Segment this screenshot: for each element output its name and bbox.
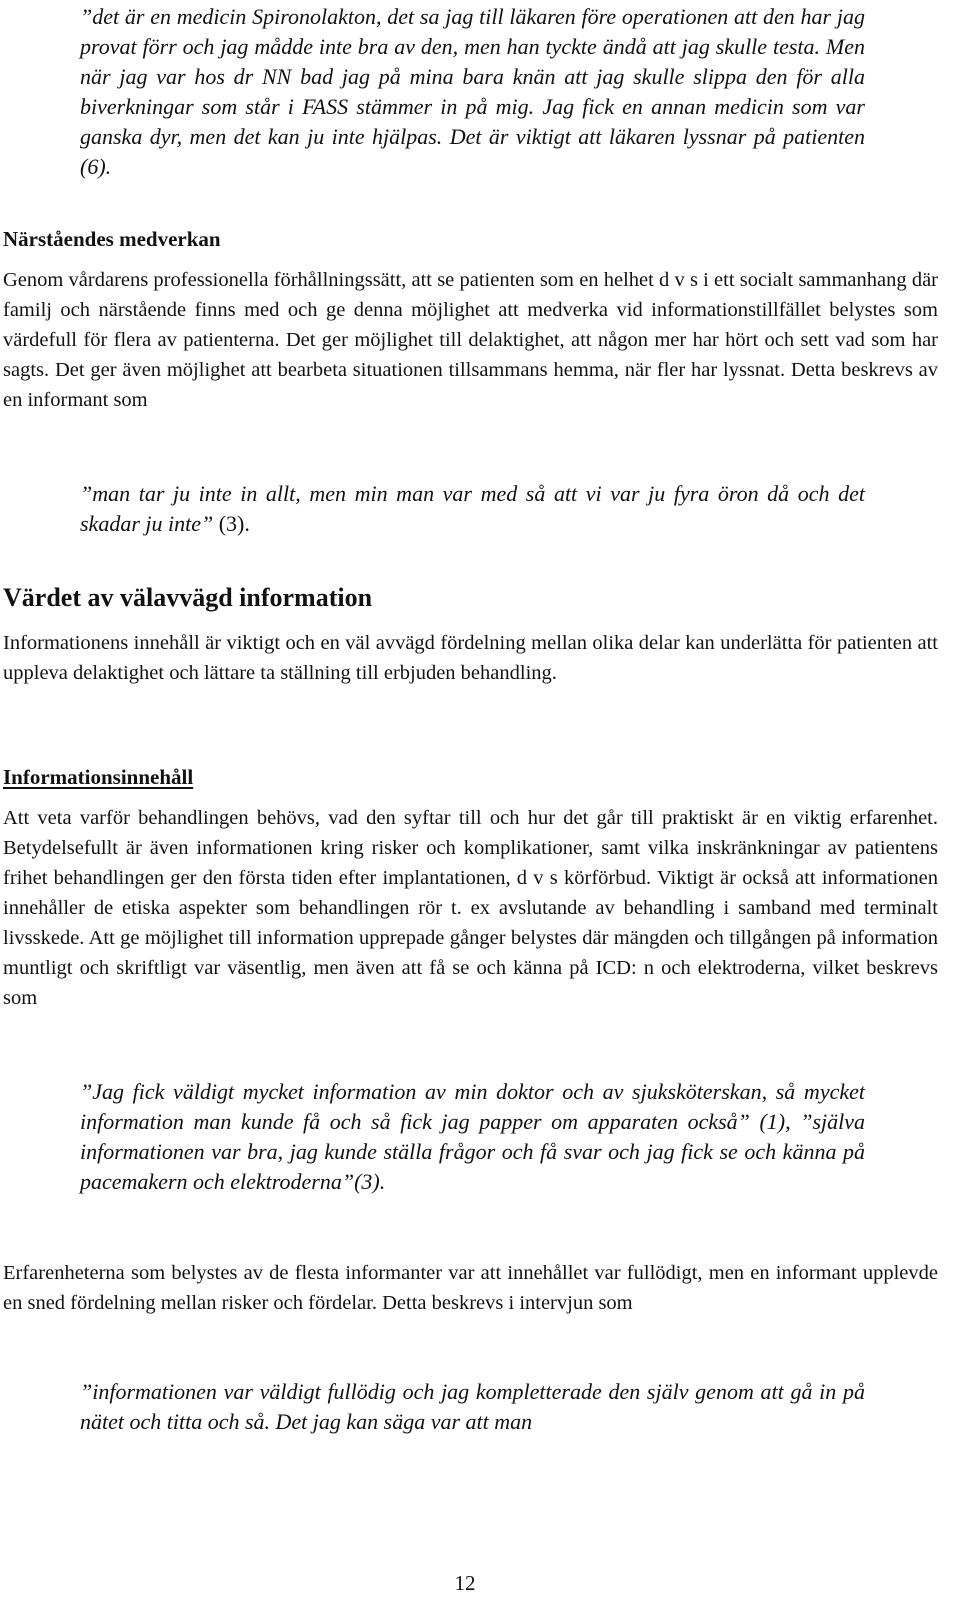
quote-fyra-oron [80, 479, 865, 539]
quote-spironolakton: ”det är en medicin Spironolakton, det sa jag till läkaren före operationen att den har jag provat förr och jag mådde inte bra av den, men han tyckte ändå att jag skulle testa. Men när jag var hos dr NN bad jag på mina bara knän att jag skulle slippa den för alla biverkningar som står i FASS stämmer in på mig. Jag fick en annan medicin som var ganska dyr, men det kan ju inte hjälpas. Det är viktigt att läkaren lyssnar på patienten (6). [80, 4, 865, 179]
heading-narstaendes-medverkan: Närståendes medverkan [3, 227, 221, 251]
quote-fyra-oron-reference: (3). [213, 511, 250, 536]
paragraph-informationsinnehall: Att veta varför behandlingen behövs, vad den syftar till och hur det går till praktiskt är en viktig erfarenhet. Betydelsefullt är även informationen kring risker och komplikationer, samt vilka inskränkningar av patientens frihet behandlingen ger den första tiden efter implantationen, d v s körförbud. Viktigt är också att informationen innehåller de etiska aspekter som behandlingen rör t. ex avslutande av behandling i samband med terminalt livsskede. Att ge möjlighet till information upprepade gånger belystes där mängden och tillgången på information muntligt och skriftligt var väsentlig, men även att få se och känna på ICD: n och elektroderna, vilket beskrevs som [3, 807, 938, 1009]
quote-fullodig: ”informationen var väldigt fullödig och jag kompletterade den själv genom att gå in på nätet och titta och så. Det jag kan säga var att man [80, 1379, 865, 1434]
page-number: 12 [454, 1571, 476, 1595]
quote-fyra-oron-text: ”man tar ju inte in allt, men min man var med så att vi var ju fyra öron då och det skadar ju inte” [80, 481, 865, 536]
paragraph-erfarenheterna: Erfarenheterna som belystes av de flesta informanter var att innehållet var fullödigt, men en informant upplevde en sned fördelning mellan risker och fördelar. Detta beskrevs i intervjun som [3, 1262, 938, 1314]
paragraph-narstaendes: Genom vårdarens professionella förhållningssätt, att se patienten som en helhet d v s i ett socialt sammanhang där familj och närstående finns med och ge denna möjlighet att medverka vid informationstillfället belystes som värdefull för flera av patienterna. Det ger möjlighet till delaktighet, att någon mer har hört och sett vad som har sagts. Det ger även möjlighet att bearbeta situationen tillsammans hemma, när fler har lyssnat. Detta beskrevs av en informant som [3, 269, 938, 411]
quote-mycket-information: ”Jag fick väldigt mycket information av min doktor och av sjuksköterskan, så mycket information man kunde få och så fick jag papper om apparaten också” (1), ”själva informationen var bra, jag kunde ställa frågor och få svar och jag fick se och känna på pacemakern och elektroderna”(3). [80, 1079, 865, 1194]
heading-informationsinnehall: Informationsinnehåll [3, 765, 194, 789]
section-title: Värdet av välavvägd information [3, 583, 373, 612]
paragraph-section-intro: Informationens innehåll är viktigt och en väl avvägd fördelning mellan olika delar kan underlätta för patienten att uppleva delaktighet och lättare ta ställning till erbjuden behandling. [3, 632, 938, 684]
